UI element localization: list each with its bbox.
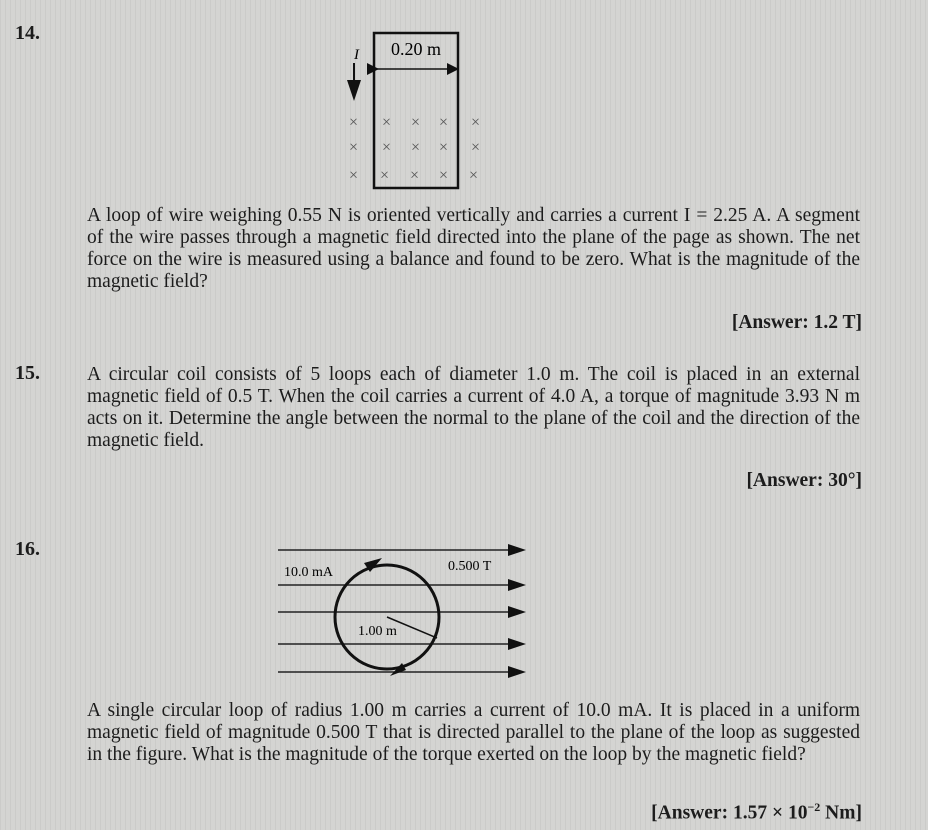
- svg-text:×: ×: [439, 167, 449, 184]
- svg-text:×: ×: [349, 167, 359, 184]
- svg-text:×: ×: [471, 139, 481, 156]
- question-15-text: A circular coil consists of 5 loops each of diameter 1.0 m. The coil is placed in an external magnetic field of 0.5 T. When the coil carries a current of 4.0 A, a torque of magnitude 3.93 N m acts on it. Determine the angle between the normal to the plane of the coil and the direction of the magnetic field.: [87, 364, 860, 451]
- current-label: I: [354, 47, 359, 63]
- svg-text:×: ×: [411, 114, 421, 131]
- svg-text:×: ×: [411, 139, 421, 156]
- svg-text:×: ×: [382, 114, 392, 131]
- current-arrow-head: [347, 80, 361, 101]
- answer-exponent: −2: [807, 800, 821, 814]
- answer-unit: Nm]: [825, 802, 862, 824]
- question-15-number: 15.: [15, 362, 40, 384]
- question-14-text: A loop of wire weighing 0.55 N is oriented vertically and carries a current I = 2.25 A. A segment of the wire passes through a magnetic field directed into the plane of the page as shown. The net force on the wire is measured using a balance and found to be zero. What is the magnitude of the magnetic field?: [87, 205, 860, 292]
- svg-text:×: ×: [380, 167, 390, 184]
- svg-text:×: ×: [349, 139, 359, 156]
- question-16-answer: [651, 800, 862, 825]
- field-label: 0.500 T: [448, 559, 492, 574]
- radius-label: 1.00 m: [358, 624, 397, 639]
- svg-text:×: ×: [382, 139, 392, 156]
- answer-mantissa: 1.57 × 10: [732, 802, 808, 824]
- q14-loop-figure: [330, 25, 510, 205]
- question-15-answer: [Answer: 30°]: [746, 470, 862, 491]
- question-16-number: 16.: [15, 538, 40, 560]
- svg-text:×: ×: [349, 114, 359, 131]
- q16-loop-figure: [270, 540, 540, 690]
- svg-text:×: ×: [439, 114, 449, 131]
- answer-prefix: [Answer:: [651, 802, 729, 824]
- question-16-text: A single circular loop of radius 1.00 m carries a current of 10.0 mA. It is placed in a uniform magnetic field of magnitude 0.500 T that is directed parallel to the plane of the loop as suggested in the figure. What is the magnitude of the torque exerted on the loop by the magnetic field?: [87, 700, 860, 765]
- current-label: 10.0 mA: [284, 565, 333, 580]
- svg-text:×: ×: [439, 139, 449, 156]
- magnetic-field-into-page: [349, 114, 480, 184]
- question-14-number: 14.: [15, 22, 40, 44]
- width-label: 0.20 m: [390, 39, 442, 59]
- svg-text:×: ×: [469, 167, 479, 184]
- question-14-answer: [Answer: 1.2 T]: [731, 312, 862, 333]
- field-arrowheads: [508, 544, 526, 678]
- svg-text:×: ×: [471, 114, 481, 131]
- svg-text:×: ×: [410, 167, 420, 184]
